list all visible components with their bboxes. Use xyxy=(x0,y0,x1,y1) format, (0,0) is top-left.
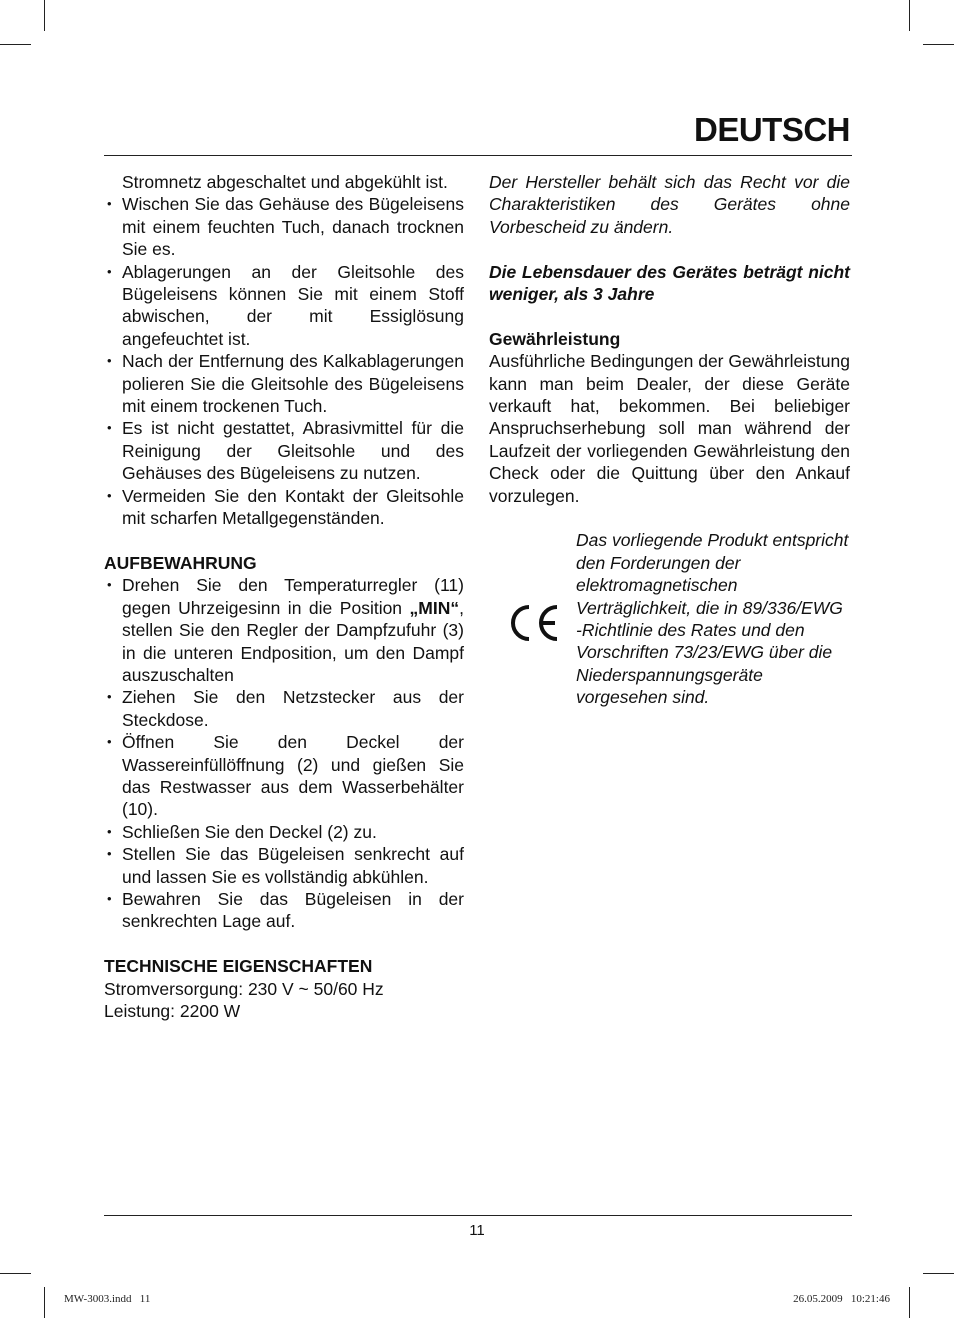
list-item: • Es ist nicht gestattet, Abrasivmittel für die Reinigung der Gleitsohle und des Gehäuses des Bügeleisens zu nutzen. xyxy=(104,417,464,484)
date-slug: 26.05.2009 10:21:46 xyxy=(793,1293,890,1305)
lifetime-note: Die Lebensdauer des Gerätes beträgt nicht weniger, als 3 Jahre xyxy=(489,261,850,305)
ce-declaration xyxy=(489,529,850,708)
crop-mark xyxy=(0,1273,31,1274)
power-rating: Leistung: 2200 W xyxy=(104,1001,241,1021)
list-item: • Bewahren Sie das Bügeleisen in der senkrechten Lage auf. xyxy=(104,888,464,933)
ce-mark-icon xyxy=(509,603,561,643)
list-item: • Ziehen Sie den Netzstecker aus der Steckdose. xyxy=(104,686,464,731)
storage-list xyxy=(104,574,464,933)
list-item: • Vermeiden Sie den Kontakt der Gleitsohle mit scharfen Metallgegenständen. xyxy=(104,485,464,530)
ce-text: Das vorliegende Produkt entspricht den Forderungen der elektromagnetischen Verträglichkeit, die in 89/336/EWG -Richtlinie des Rates und den Vorschriften 73/23/EWG über die Niederspannungsgeräte vorgesehen sind. xyxy=(576,530,849,708)
specs-heading: TECHNISCHE EIGENSCHAFTEN xyxy=(104,956,373,977)
list-item: • Nach der Entfernung des Kalkablagerungen polieren Sie die Gleitsohle des Bügeleisens mit einem trockenen Tuch. xyxy=(104,350,464,417)
crop-mark xyxy=(923,44,954,45)
item-text: , stellen Sie den Regler der Dampfzufuhr (3) in die unteren Endposition, um den Dampf auszuschalten xyxy=(122,597,464,685)
spacer xyxy=(489,507,850,529)
cleaning-list xyxy=(104,193,464,529)
footer-rule xyxy=(104,1215,852,1216)
file-slug: MW-3003.indd 11 xyxy=(64,1293,151,1305)
crop-mark xyxy=(0,44,31,45)
header-rule xyxy=(104,155,852,156)
list-item: • Ablagerungen an der Gleitsohle des Bügeleisens können Sie mit einem Stoff abwischen, der mit Essiglösung angefeuchtet ist. xyxy=(104,261,464,351)
warranty-heading: Gewährleistung xyxy=(489,328,621,349)
list-item: • Wischen Sie das Gehäuse des Bügeleisens mit einem feuchten Tuch, danach trocknen Sie es. xyxy=(104,193,464,260)
page-title: DEUTSCH xyxy=(693,111,850,148)
item-text: Drehen Sie den Temperaturregler (11) gegen Uhrzeigesinn in die Position xyxy=(122,575,464,618)
right-column xyxy=(489,171,850,709)
crop-mark xyxy=(909,0,910,31)
list-item: • Öffnen Sie den Deckel der Wassereinfüllöffnung (2) und gießen Sie das Restwasser aus dem Wasserbehälter (10). xyxy=(104,731,464,821)
crop-mark xyxy=(44,0,45,31)
spacer xyxy=(489,238,850,260)
list-item: • Schließen Sie den Deckel (2) zu. xyxy=(104,821,464,843)
crop-mark xyxy=(909,1287,910,1318)
list-item: • Stellen Sie das Bügeleisen senkrecht auf und lassen Sie es vollständig abkühlen. xyxy=(104,843,464,888)
list-item xyxy=(104,574,464,686)
power-supply: Stromversorgung: 230 V ~ 50/60 Hz xyxy=(104,978,384,999)
page-number: 11 xyxy=(469,1222,485,1239)
cleaning-intro: Stromnetz abgeschaltet und abgekühlt ist. xyxy=(122,172,448,192)
manufacturer-note: Der Hersteller behält sich das Recht vor die Charakteristiken des Gerätes ohne Vorbescheid zu ändern. xyxy=(489,172,850,237)
min-position-label: „MIN“ xyxy=(409,597,460,618)
spacer xyxy=(104,530,464,552)
ce-mark-icon xyxy=(489,529,576,669)
left-column xyxy=(104,171,464,1022)
warranty-text: Ausführliche Bedingungen der Gewährleistung kann man beim Dealer, der diese Geräte verkauft hat, bekommen. Bei beliebiger Anspruchserhebung soll man während der Laufzeit der vorliegenden Gewährleistung den Check oder die Quittung über den Ankauf vorzulegen. xyxy=(489,351,850,506)
crop-mark xyxy=(923,1273,954,1274)
storage-heading: AUFBEWAHRUNG xyxy=(104,552,257,573)
spacer xyxy=(104,933,464,955)
crop-mark xyxy=(44,1287,45,1318)
spacer xyxy=(489,305,850,327)
